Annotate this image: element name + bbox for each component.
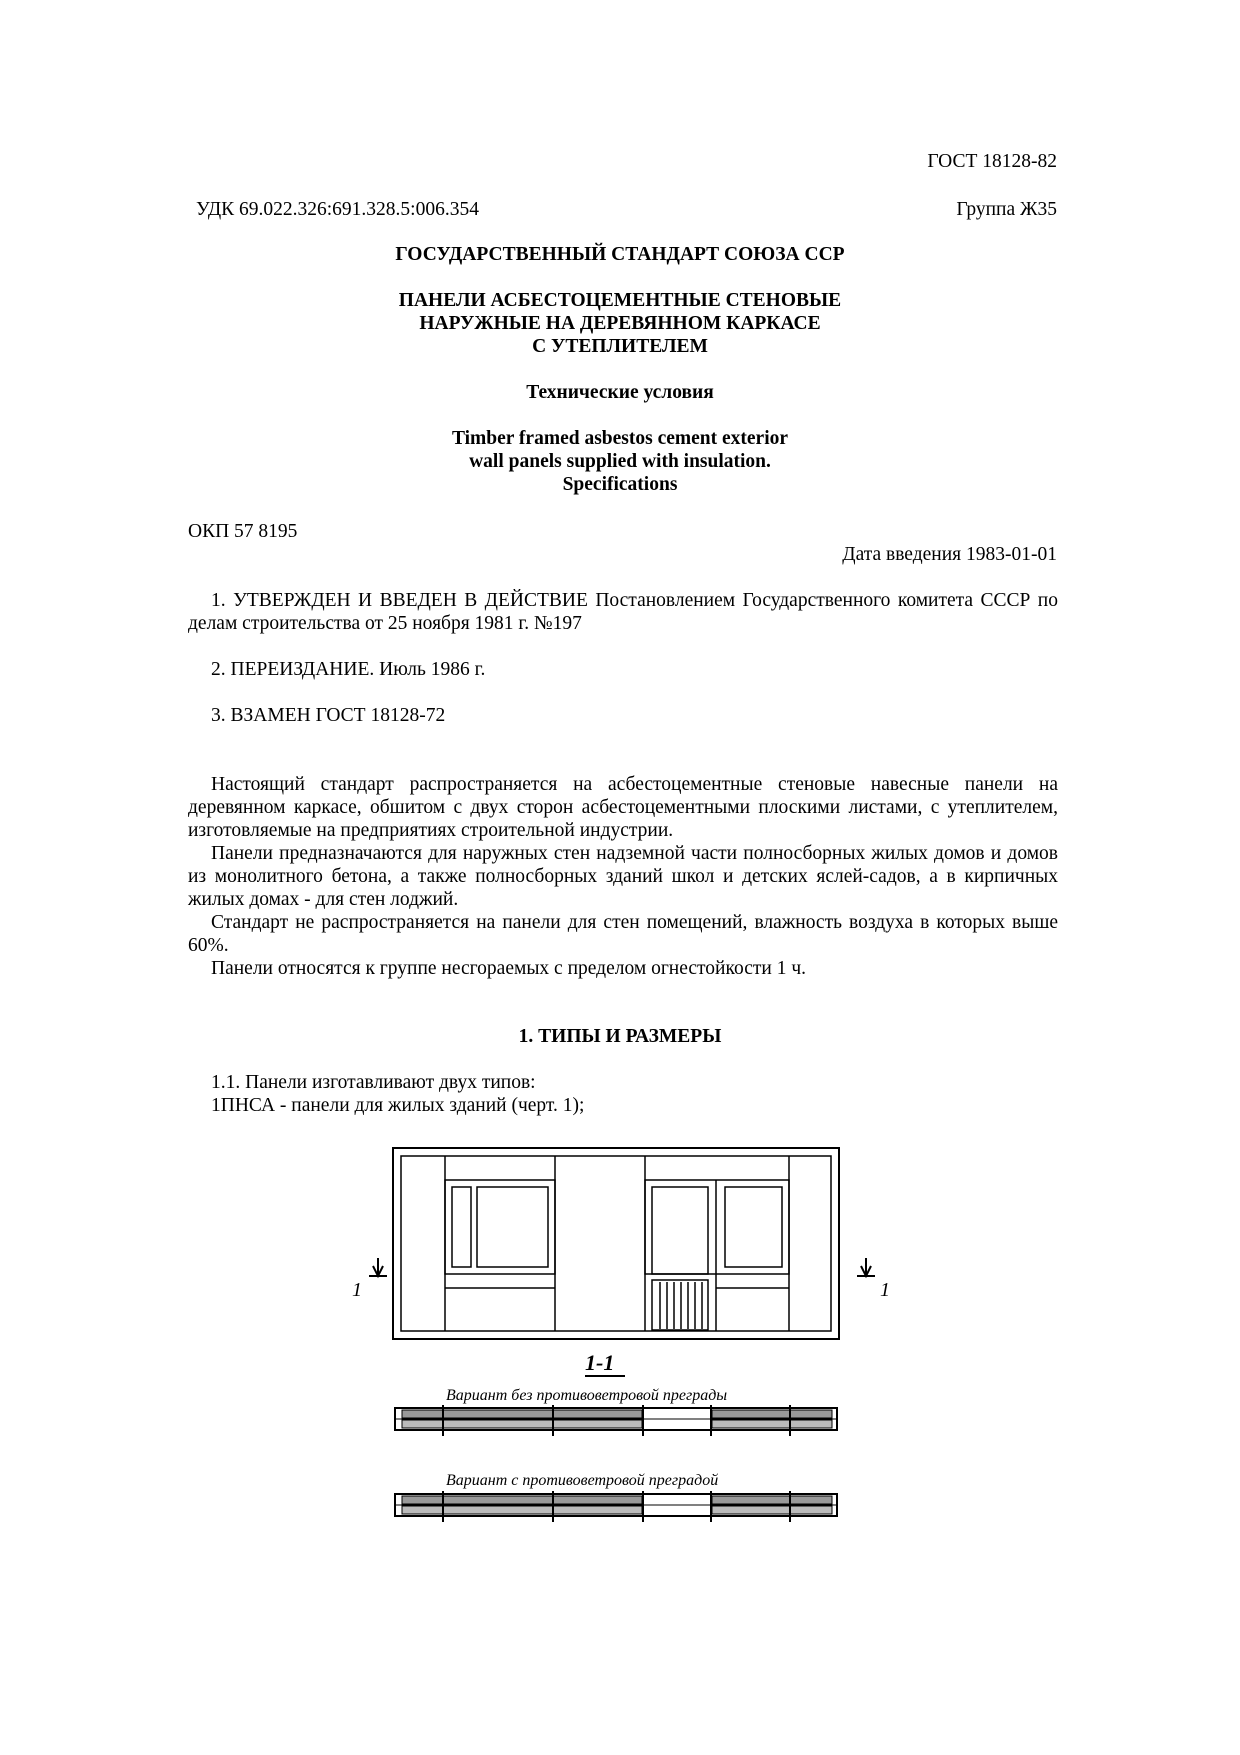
right-window xyxy=(725,1187,782,1267)
title-line-2: НАРУЖНЫЕ НА ДЕРЕВЯННОМ КАРКАСЕ xyxy=(419,313,821,334)
door-glazing xyxy=(652,1187,708,1274)
gost-number: ГОСТ 18128-82 xyxy=(927,151,1057,172)
org-title: ГОСУДАРСТВЕННЫЙ СТАНДАРТ СОЮЗА ССР xyxy=(395,244,845,265)
scope-paragraph-2: Панели предназначаются для наружных стен надземной части полносборных жилых домов и домов из монолитного бетона, а также полносборных зданий школ и детских яслей-садов, а в кирпичных жилых домах - для стен лоджий. xyxy=(188,843,1058,910)
scope-paragraph-3: Стандарт не распространяется на панели для стен помещений, влажность воздуха в которых выше 60%. xyxy=(188,912,1058,956)
section-mark-right: 1 xyxy=(880,1279,890,1301)
english-line-2: wall panels supplied with insulation. xyxy=(469,451,771,472)
section-heading: 1. ТИПЫ И РАЗМЕРЫ xyxy=(518,1026,722,1047)
variant-with-label: Вариант с противоветровой преградой xyxy=(446,1472,719,1489)
section-item-2: 1ПНСА - панели для жилых зданий (черт. 1); xyxy=(211,1095,585,1116)
okp-code: ОКП 57 8195 xyxy=(188,521,298,542)
left-window xyxy=(445,1180,555,1274)
section-label: 1-1 xyxy=(585,1350,615,1375)
scope-paragraph-1: Настоящий стандарт распространяется на асбестоцементные стеновые навесные панели на деревянном каркасе, обшитом с двух сторон асбестоцементными плоскими листами, с утеплителем, изготовляемые на предприятиях строительной индустрии. xyxy=(188,774,1058,841)
variant-without-label: Вариант без противоветровой преграды xyxy=(446,1387,728,1404)
note-replaces: 3. ВЗАМЕН ГОСТ 18128-72 xyxy=(211,705,446,726)
title-line-1: ПАНЕЛИ АСБЕСТОЦЕМЕНТНЫЕ СТЕНОВЫЕ xyxy=(398,290,842,311)
section-marker-right xyxy=(857,1258,875,1276)
english-line-1: Timber framed asbestos cement exterior xyxy=(451,428,789,449)
udk-code: УДК 69.022.326:691.328.5:006.354 xyxy=(196,199,479,220)
english-line-3: Specifications xyxy=(562,474,678,495)
section-item-1: 1.1. Панели изготавливают двух типов: xyxy=(211,1072,536,1093)
intro-date: Дата введения 1983-01-01 xyxy=(842,544,1057,565)
note-approved: 1. УТВЕРЖДЕН И ВВЕДЕН В ДЕЙСТВИЕ Постановлением Государственного комитета СССР по делам строительства от 25 ноября 1981 г. №197 xyxy=(188,590,1058,634)
section-marker-left xyxy=(369,1258,387,1276)
note-reissue: 2. ПЕРЕИЗДАНИЕ. Июль 1986 г. xyxy=(211,659,486,680)
document-subtitle: Технические условия xyxy=(526,382,714,403)
panel-outer-frame xyxy=(393,1148,839,1339)
section-mark-left: 1 xyxy=(352,1279,362,1301)
title-line-3: С УТЕПЛИТЕЛЕМ xyxy=(532,336,708,357)
panel-inner-frame xyxy=(401,1156,831,1331)
group-code: Группа Ж35 xyxy=(956,199,1057,220)
scope-paragraph-4: Панели относятся к группе несгораемых с пределом огнестойкости 1 ч. xyxy=(211,958,807,979)
section-strip-with xyxy=(395,1491,837,1522)
section-strip-without xyxy=(395,1405,837,1436)
